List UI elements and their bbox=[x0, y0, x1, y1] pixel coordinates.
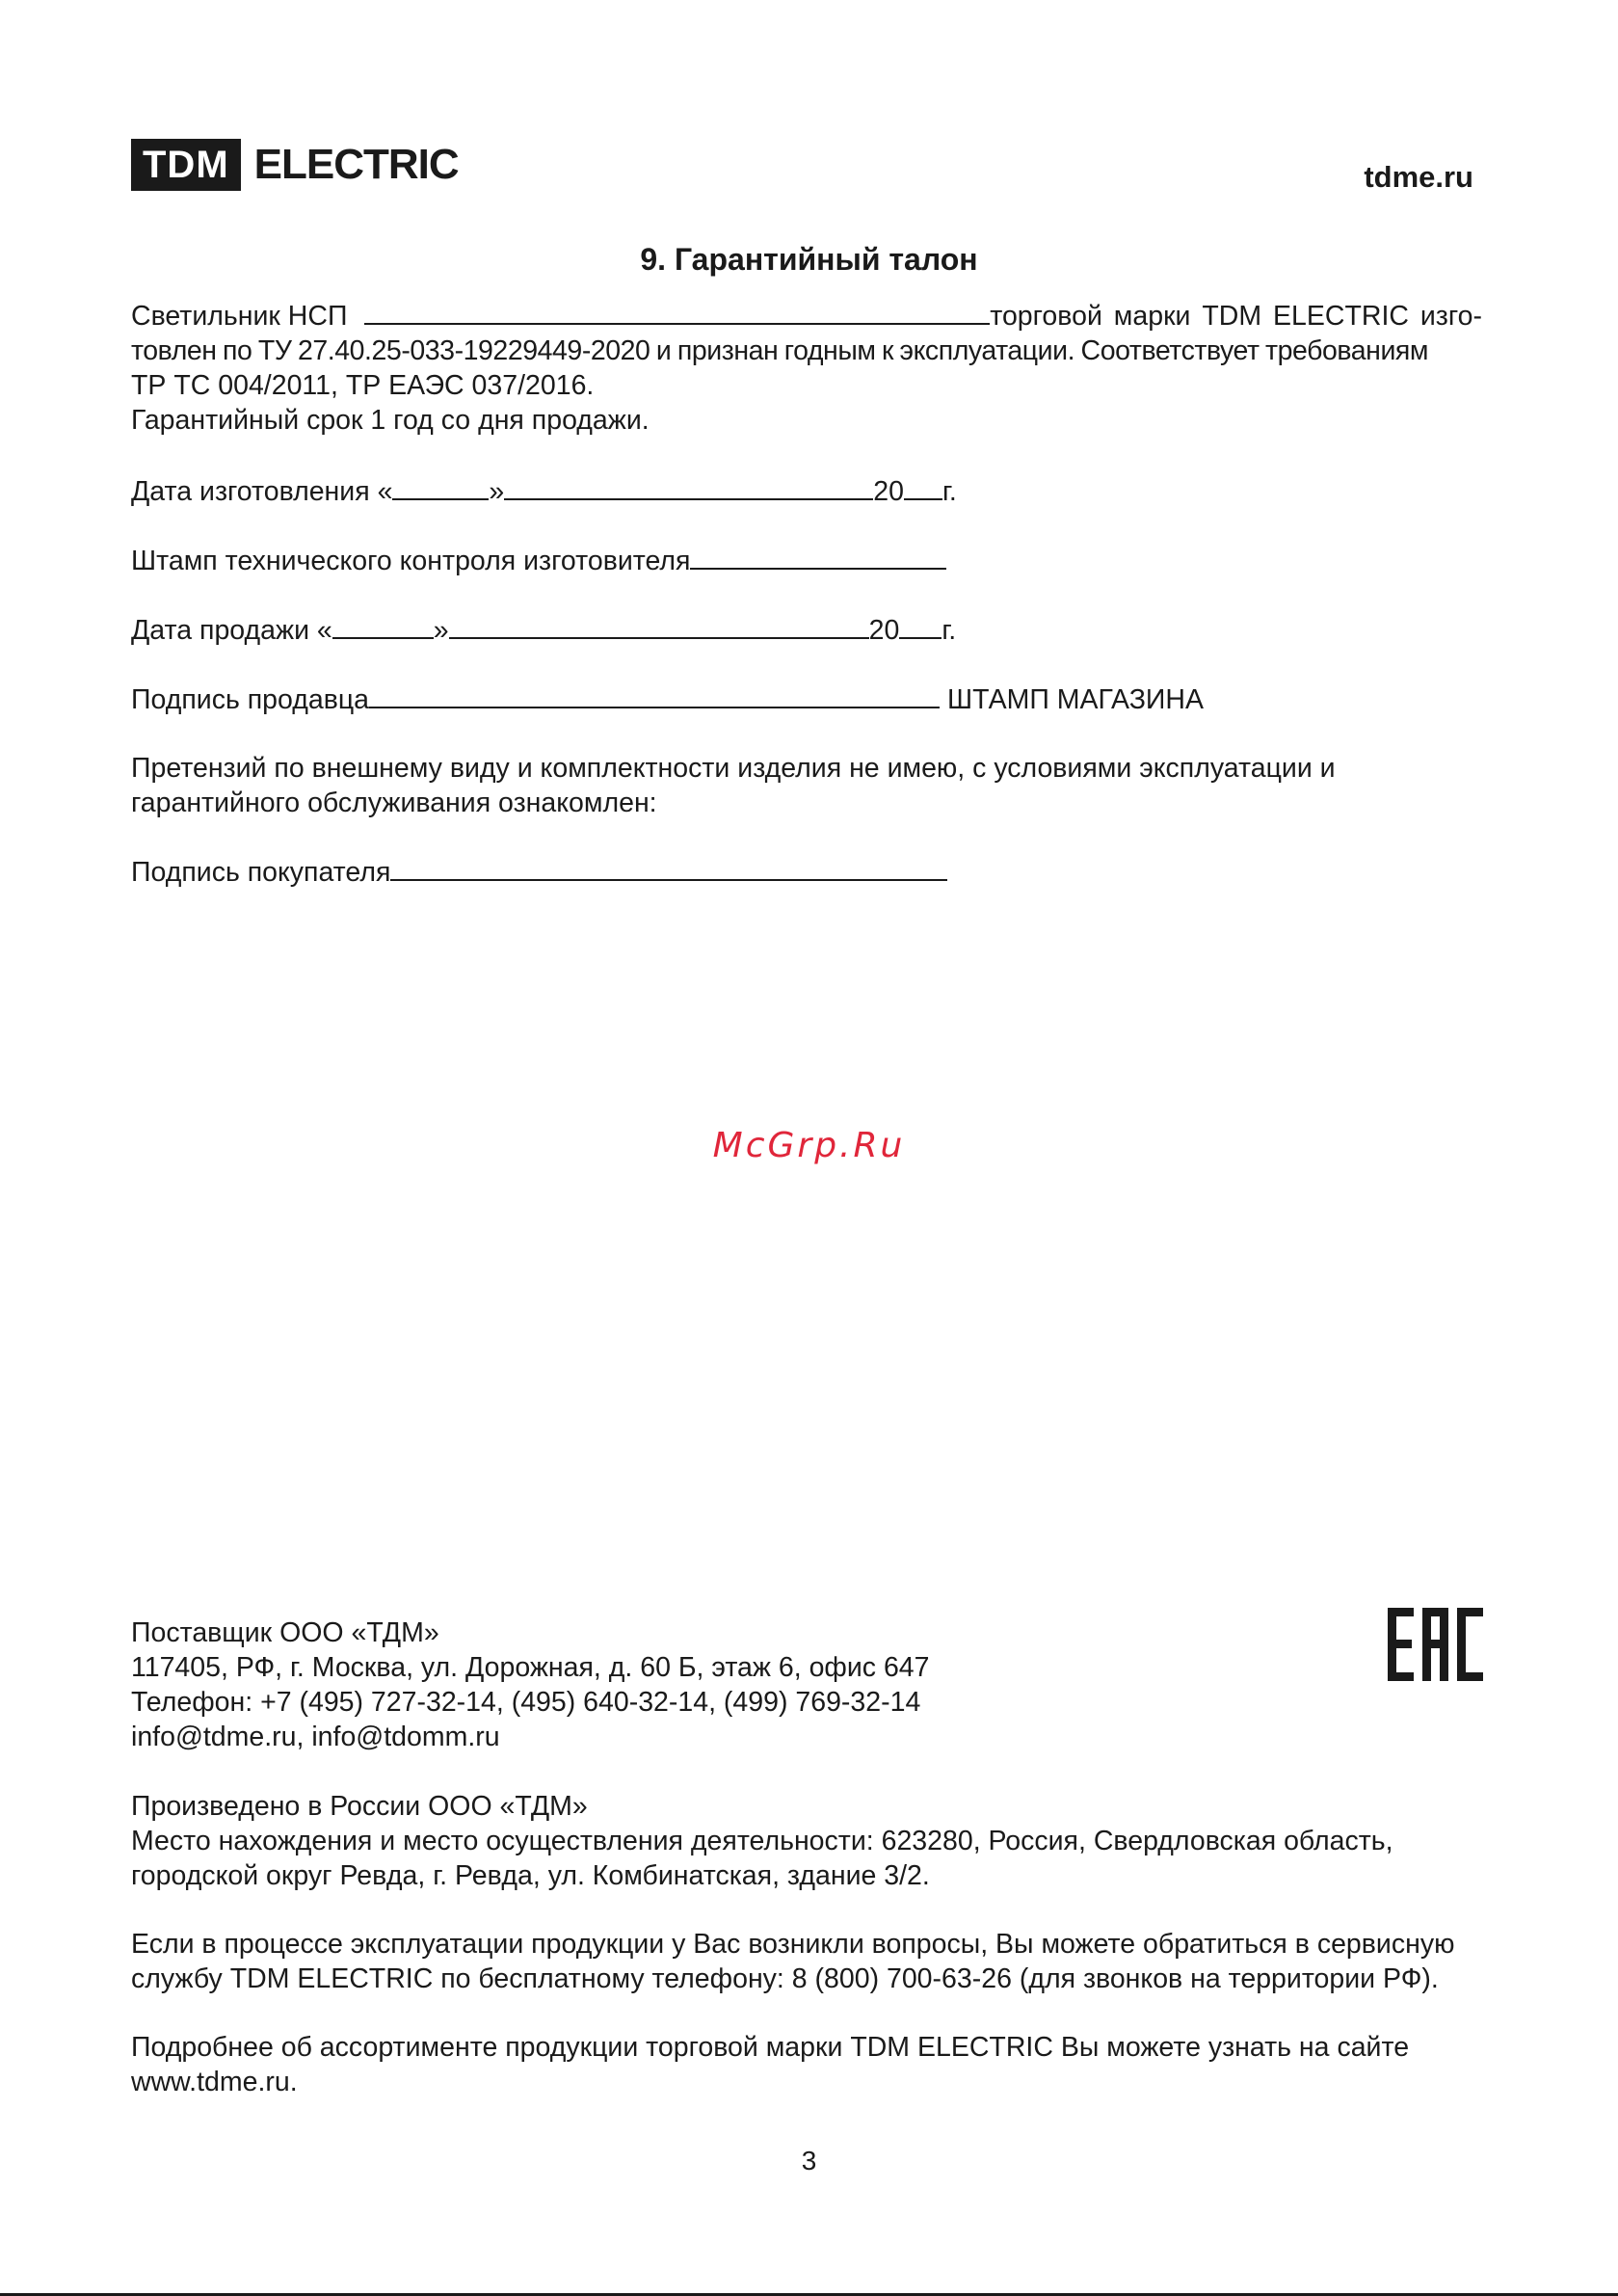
intro-line-1 bbox=[131, 298, 1482, 334]
manufacture-date-close: » bbox=[489, 476, 505, 507]
service-block bbox=[131, 1927, 1482, 1996]
supplier-line-4: info@tdme.ru, info@tdomm.ru bbox=[131, 1722, 500, 1752]
sale-year-suffix: г. bbox=[942, 615, 957, 646]
manufacture-day-blank bbox=[392, 473, 489, 500]
more-info-block bbox=[131, 2030, 1482, 2099]
logo-box: TDM bbox=[131, 139, 241, 191]
buyer-signature-label: Подпись покупателя bbox=[131, 857, 391, 888]
sale-day-blank bbox=[332, 612, 434, 639]
manufacture-year-blank bbox=[904, 473, 942, 500]
product-label: Светильник НСП bbox=[131, 301, 348, 332]
sale-date-row bbox=[131, 612, 956, 648]
manufacture-month-blank bbox=[504, 473, 873, 500]
page-title: 9. Гарантийный талон bbox=[640, 242, 978, 277]
producer-line-3: городской округ Ревда, г. Ревда, ул. Комбинатская, здание 3/2. bbox=[131, 1860, 930, 1891]
brand-text: торговой марки TDM ELECTRIC изго- bbox=[990, 301, 1482, 332]
brand-text-wrap bbox=[990, 299, 1482, 334]
seller-signature-blank bbox=[369, 681, 940, 708]
header-site: tdme.ru bbox=[1364, 160, 1473, 194]
claims-line-2: гарантийного обслуживания ознакомлен: bbox=[131, 788, 657, 818]
manufacture-date-row bbox=[131, 473, 957, 509]
sale-date-close: » bbox=[433, 615, 449, 646]
supplier-line-2: 117405, РФ, г. Москва, ул. Дорожная, д. 60 Б, этаж 6, офис 647 bbox=[131, 1652, 930, 1683]
eac-mark-icon bbox=[1388, 1608, 1483, 1681]
producer-block bbox=[131, 1789, 1482, 1893]
tdm-electric-logo bbox=[131, 139, 459, 191]
sale-date-label: Дата продажи « bbox=[131, 615, 332, 646]
page-number: 3 bbox=[801, 2146, 817, 2176]
supplier-line-3: Телефон: +7 (495) 727-32-14, (495) 640-32-14, (499) 769-32-14 bbox=[131, 1687, 921, 1718]
manufacture-year-suffix: г. bbox=[942, 476, 957, 507]
manufacture-date-label: Дата изготовления « bbox=[131, 476, 393, 507]
supplier-line-1: Поставщик ООО «ТДМ» bbox=[131, 1617, 439, 1648]
claims-paragraph bbox=[131, 751, 1482, 820]
claims-line-1: Претензий по внешнему виду и комплектности изделия не имею, с условиями эксплуатации и bbox=[131, 753, 1336, 784]
seller-signature-row bbox=[131, 681, 1204, 717]
sale-month-blank bbox=[449, 612, 869, 639]
more-info-line-1: Подробнее об ассортименте продукции торговой марки TDM ELECTRIC Вы можете узнать на сайте bbox=[131, 2032, 1410, 2063]
supplier-block bbox=[131, 1615, 1482, 1754]
sale-year-blank bbox=[899, 612, 942, 639]
shop-stamp: ШТАМП МАГАЗИНА bbox=[947, 684, 1205, 715]
manufacture-year-prefix: 20 bbox=[873, 476, 904, 507]
more-info-line-2: www.tdme.ru. bbox=[131, 2067, 298, 2097]
service-line-1: Если в процессе эксплуатации продукции у Вас возникли вопросы, Вы можете обратиться в сервисную bbox=[131, 1929, 1455, 1960]
producer-line-1: Произведено в России ООО «ТДМ» bbox=[131, 1791, 588, 1822]
watermark: McGrp.Ru bbox=[712, 1126, 906, 1165]
logo-word: ELECTRIC bbox=[253, 141, 459, 188]
intro-line-3: ТР ТС 004/2011, ТР ЕАЭС 037/2016. bbox=[131, 370, 595, 401]
intro-paragraph bbox=[131, 298, 1482, 438]
stamp-row bbox=[131, 543, 946, 578]
product-blank bbox=[364, 298, 990, 325]
stamp-label: Штамп технического контроля изготовителя bbox=[131, 546, 691, 576]
service-line-2: службу TDM ELECTRIC по бесплатному телефону: 8 (800) 700-63-26 (для звонков на территории РФ). bbox=[131, 1963, 1439, 1994]
buyer-signature-blank bbox=[390, 854, 947, 881]
sale-year-prefix: 20 bbox=[868, 615, 900, 646]
intro-line-4: Гарантийный срок 1 год со дня продажи. bbox=[131, 405, 650, 436]
stamp-blank bbox=[690, 543, 946, 570]
buyer-signature-row bbox=[131, 854, 947, 890]
intro-line-2: товлен по ТУ 27.40.25-033-19229449-2020 и признан годным к эксплуатации. Соответствует требованиям bbox=[131, 335, 1429, 366]
seller-signature-label: Подпись продавца bbox=[131, 684, 370, 715]
producer-line-2: Место нахождения и место осуществления деятельности: 623280, Россия, Свердловская область, bbox=[131, 1826, 1393, 1856]
